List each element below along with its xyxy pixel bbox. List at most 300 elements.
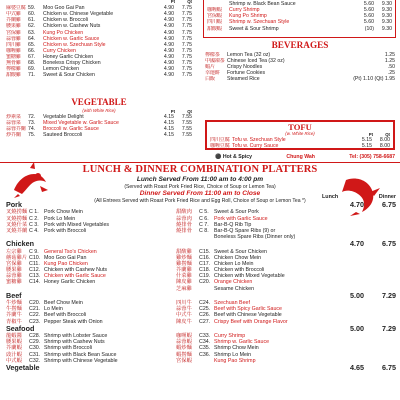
item-code: C33.: [199, 333, 211, 340]
chinese-name: 蒜蓉菜: [6, 119, 21, 126]
item-code: C30.: [29, 345, 41, 352]
chinese-name: 雞撈麵: [176, 260, 192, 267]
chinese-name: 炒芥蘭: [6, 132, 21, 139]
pint-price: 4.15: [163, 132, 174, 139]
chinese-name: 蒜蓉雞: [6, 273, 22, 280]
chinese-name: 叉燒撈麵: [6, 215, 28, 222]
pint-price: 4.90: [163, 60, 174, 67]
combo-section-header: [6, 240, 396, 248]
quart-price: 7.55: [181, 113, 192, 120]
quart-price: 7.75: [181, 29, 192, 36]
chinese-name: 牛炒麵: [6, 300, 22, 307]
chinese-name: 腰果雞: [6, 23, 21, 30]
quart-price: 9.30: [381, 19, 392, 26]
top-left-column-header: [158, 0, 192, 4]
quart-price: 9.30: [381, 1, 392, 7]
chinese-name: 麻婆豆腐: [6, 5, 26, 11]
pint-price: 4.90: [163, 23, 174, 30]
item-name: Chicken w. Broccoli: [43, 17, 88, 24]
item-name: Pork with Broccoli: [44, 227, 87, 234]
item-code: C 7.: [199, 221, 209, 228]
combo-column-right: [176, 249, 391, 292]
chinese-name: 宮保蝦: [207, 13, 222, 20]
quart-price: 7.75: [181, 54, 192, 60]
item-name: Fortune Cookies: [227, 70, 266, 77]
chinese-name: 蘑菇雞片: [6, 254, 28, 261]
item-name: Chicken with Mixed Vegetable: [214, 273, 285, 280]
item-code: 62.: [28, 23, 36, 30]
item-name: Shrimp Chow Mein: [214, 345, 259, 352]
item-name: Shrimp w. Garlic Sauce: [214, 339, 270, 346]
quart-price: 7.75: [181, 5, 192, 11]
qt-label: Qt: [385, 132, 390, 137]
item-name: Boneless Crispy Chicken: [43, 60, 101, 67]
chinese-name: 炒素菜: [6, 113, 21, 120]
quart-price: 9.30: [381, 13, 392, 20]
chinese-name: 中式牛: [176, 312, 192, 319]
chinese-name: 叉燒芥蘭: [6, 227, 28, 234]
item-code: C 4.: [29, 227, 39, 234]
pint-price: 4.90: [163, 72, 174, 79]
combo-column-right: [176, 333, 391, 364]
pint-price: 4.90: [163, 41, 174, 48]
chinese-name: 牛撈麵: [6, 306, 22, 313]
vegetable-panel: [6, 97, 192, 138]
item-name: Crispy Noodles: [227, 64, 263, 71]
item-name: Boneless Spare Ribs (Dinner only): [214, 234, 296, 241]
menu-item: [207, 26, 392, 32]
chinese-name: 芥蘭雞: [6, 17, 21, 24]
qt-label: Qt: [187, 0, 192, 4]
quart-price: 9.30: [381, 7, 392, 14]
chinese-name: 龍蝦醬: [6, 333, 22, 340]
item-name: Shrimp with Broccoli: [44, 345, 92, 352]
chinese-name: 白飯: [205, 76, 215, 83]
quart-price: 8.00: [379, 143, 390, 150]
item-code: 75.: [28, 132, 36, 139]
section-name: Beef: [6, 290, 22, 300]
lunch-line: Lunch Served From 11:00 am to 4:00 pm: [136, 176, 264, 184]
section-name: Vegetable: [6, 362, 40, 372]
item-code: [199, 234, 214, 240]
pint-price: .25: [387, 70, 395, 77]
chinese-name: 叉燒捞麵: [6, 209, 28, 216]
combo-section-header: [6, 364, 396, 372]
menu-item: [210, 143, 390, 149]
quart-price: 8.00: [379, 137, 390, 144]
item-name: Sesame Chicken: [214, 285, 255, 292]
pint-price: 5.15: [361, 143, 372, 150]
item-name: Curry Shrimp: [229, 7, 260, 14]
menu-item: [6, 132, 192, 138]
menu-item: [205, 76, 395, 82]
item-code: C11.: [29, 260, 40, 267]
combo-item: [6, 279, 176, 285]
item-code: C24.: [199, 300, 211, 307]
item-name: Pork Chow Mein: [44, 209, 83, 216]
item-name: Beef with Chinese Vegetable: [214, 312, 282, 319]
item-name: Shrimp with Black Bean Sauce: [44, 351, 117, 358]
item-name: Chicken w. Garlic Sauce: [43, 35, 100, 42]
item-code: C34.: [199, 339, 211, 346]
pt-label: Pt: [170, 0, 175, 4]
combo-items: [6, 333, 396, 364]
item-name: Beef Chow Mein: [44, 300, 83, 307]
item-code: C10.: [29, 254, 41, 261]
item-code: 68.: [28, 60, 36, 67]
item-code: 63.: [28, 29, 36, 36]
item-name: Beef with Broccoli: [44, 312, 87, 319]
combo-column-left: [6, 209, 176, 240]
quart-price: 7.75: [181, 41, 192, 48]
dinner-price: 6.75: [382, 200, 396, 209]
item-code: C17.: [199, 260, 211, 267]
item-name: Bar-B-Q Rib Tip: [214, 221, 252, 228]
item-name: Honey Garlic Chicken: [44, 279, 96, 286]
item-name: Shrimp with Cashew Nuts: [44, 339, 105, 346]
chinese-name: 蜜糖雞: [6, 54, 21, 60]
item-name: Moo Goo Gai Pan: [43, 5, 85, 11]
item-code: C19.: [199, 273, 211, 280]
tofu-title: TOFU: [288, 122, 312, 132]
item-name: Shrimp Lo Mein: [214, 351, 252, 358]
item-name: Lemon Tea (32 oz): [227, 51, 271, 58]
section-prices: [350, 292, 396, 300]
pint-price: 1.25: [384, 57, 395, 64]
item-name: Pepper Steak with Onion: [44, 318, 103, 325]
quart-price: 7.55: [181, 132, 192, 139]
pint-price: 1.25: [384, 51, 395, 58]
chinese-name: 無骨雞: [6, 60, 21, 67]
combo-section-header: [6, 325, 396, 333]
item-name: Bar-B-Q Spare Ribs (9) or: [214, 227, 276, 234]
chinese-name: 芝麻雞: [176, 285, 192, 292]
hot-spicy-legend: ⚫ Hot & Spicy: [215, 154, 253, 160]
chinese-name: 左宗雞: [6, 248, 22, 255]
quart-price: 7.75: [181, 72, 192, 79]
chinese-name: 燒排骨: [176, 221, 192, 228]
item-name: Sweet & Sour Shrimp: [229, 25, 279, 32]
item-name: Moo Goo Gai Pan: [44, 254, 87, 261]
item-name: Tofu w. Szechuan Style: [232, 137, 286, 144]
combo-title: LUNCH & DINNER COMBINATION PLATTERS: [82, 164, 318, 175]
item-name: Crispy Beef with Orange Flavor: [214, 318, 288, 325]
dinner-price: 7.29: [382, 323, 396, 333]
item-name: Chicken with Cashew Nuts: [44, 267, 107, 274]
item-name: Pork Lo Mein: [44, 215, 76, 222]
chinese-name: 叉燒什菜: [6, 221, 28, 228]
item-name: Chicken Lo Mein: [214, 260, 254, 267]
item-code: 74.: [28, 126, 36, 133]
section-prices: [350, 240, 396, 248]
item-name: Honey Garlic Chicken: [43, 54, 94, 60]
chinese-name: 宮保雞: [6, 29, 21, 36]
item-code: C28.: [29, 333, 41, 340]
item-code: 67.: [28, 54, 36, 60]
section-prices: [350, 201, 396, 209]
qt-label: Qt: [187, 108, 192, 114]
chinese-name: 檸檬雞: [6, 66, 21, 73]
item-name: Kung Po Shrimp: [229, 13, 267, 20]
chinese-name: 陳皮雞: [176, 279, 192, 286]
chinese-name: 芥蘭雞: [176, 267, 192, 274]
dinner-price: 6.75: [382, 239, 396, 249]
pint-price: 5.60: [363, 1, 374, 7]
top-left-list: [6, 5, 192, 79]
top-right-list: [207, 1, 392, 32]
menu-item: [6, 72, 192, 78]
item-name: Chicken with Broccoli: [214, 267, 265, 274]
vegetable-note: (with White Rice): [82, 107, 116, 113]
pint-price: 5.60: [363, 7, 374, 14]
item-code: 71.: [28, 72, 36, 79]
chinese-name: 蜜糖雞: [6, 279, 22, 286]
chinese-name: 檸檬茶: [205, 51, 220, 58]
combo-item: [6, 228, 176, 234]
item-code: 73.: [28, 119, 36, 126]
item-code: C32.: [29, 357, 41, 364]
section-prices: [350, 325, 396, 333]
item-name: Beef with Spicy Garlic Sauce: [214, 306, 283, 313]
section-name: Chicken: [6, 239, 34, 249]
section-name: Seafood: [6, 323, 35, 333]
quart-price: 7.75: [181, 35, 192, 42]
item-name: Chicken w. Chinese Vegetable: [43, 11, 114, 18]
chinese-name: 燒排骨: [176, 227, 192, 234]
item-name: Shrimp w. Black Bean Sauce: [229, 1, 296, 7]
item-name: Curry Chicken: [43, 47, 76, 54]
item-name: Sauteed Broccoli: [43, 132, 83, 139]
pint-price: (10): [364, 25, 374, 32]
lunch-price: 5.00: [350, 323, 364, 333]
item-code: C 5.: [199, 209, 209, 216]
item-name: Pork with Mixed Vegetables: [44, 221, 110, 228]
combo-column-left: [6, 249, 176, 292]
chinese-name: 蝦炒麵: [176, 345, 192, 352]
chinese-name: 咖喱蝦: [176, 333, 192, 340]
pt-label: Pt: [170, 108, 175, 114]
chinese-name: 宮保雞: [6, 260, 22, 267]
chinese-name: [176, 234, 199, 240]
item-name: Orange Chicken: [214, 279, 253, 286]
item-name: Chicken w. Szechuan Style: [43, 41, 106, 48]
pint-price: 4.15: [163, 113, 174, 120]
item-code: [199, 358, 214, 364]
item-code: 66.: [28, 47, 36, 54]
item-name: Shrimp with Lobster Sauce: [44, 333, 108, 340]
telephone: Tel: (305) 758-6687: [349, 154, 395, 160]
pint-price: 5.60: [363, 19, 374, 26]
pint-price: 4.90: [163, 17, 174, 24]
beverages-panel: [205, 40, 395, 82]
item-name: Kung Pao Shrimp: [214, 357, 256, 364]
item-code: C12.: [29, 267, 41, 274]
combo-column-right: [176, 209, 391, 240]
restaurant-name: Chung Wah: [286, 154, 315, 160]
quart-price: 7.75: [181, 11, 192, 18]
combo-column-right: [176, 300, 391, 325]
chili-icon: ⚫: [215, 154, 222, 160]
item-code: C23.: [29, 318, 41, 325]
item-code: C16.: [199, 254, 211, 261]
chinese-name: 蒜蓉芥蘭: [6, 126, 26, 133]
top-left-panel: [6, 0, 192, 79]
item-code: 64.: [28, 35, 36, 42]
item-code: 59.: [28, 5, 36, 11]
chinese-name: 甜酸蝦: [207, 25, 222, 32]
beverages-list: [205, 52, 395, 83]
chinese-name: 甜酸雞: [6, 72, 21, 79]
quart-price: 7.75: [181, 47, 192, 54]
chinese-name: 咖喱蝦: [207, 7, 222, 14]
tofu-note: (w. White Rice): [285, 130, 315, 136]
item-name: Tofu w. Curry Sauce: [232, 143, 279, 150]
section-prices: [350, 364, 396, 372]
vegetable-title: VEGETABLE: [71, 97, 127, 107]
item-code: C27.: [199, 318, 211, 325]
combo-column-left: [6, 300, 176, 325]
quart-price: 7.75: [181, 60, 192, 67]
item-name: Chicken Chow Mein: [214, 254, 262, 261]
lunch-price: 4.70: [350, 239, 364, 249]
chinese-name: 四川蝦: [207, 19, 222, 26]
dinner-column-label: Dinner: [378, 194, 396, 200]
item-name: Shrimp w. Szechuan Style: [229, 19, 290, 26]
chinese-name: 宮保蝦: [176, 357, 192, 364]
pt-label: Pt: [368, 132, 373, 137]
item-code: 65.: [28, 41, 36, 48]
lunch-price: 5.00: [350, 290, 364, 300]
item-name: Curry Shrimp: [214, 333, 246, 340]
item-code: C35.: [199, 345, 211, 352]
info-strip: [215, 154, 395, 160]
combo-section-header: [6, 201, 396, 209]
quart-price: 7.75: [181, 23, 192, 30]
quart-price: 9.30: [381, 25, 392, 32]
tofu-list: [210, 137, 390, 149]
item-code: C36.: [199, 351, 211, 358]
lunch-price: 4.65: [350, 362, 364, 372]
pint-price: 4.90: [163, 5, 174, 11]
item-name: Kung Pao Chicken: [44, 260, 88, 267]
pint-price: 4.90: [163, 47, 174, 54]
chinese-name: 芥蘭牛: [6, 312, 22, 319]
item-code: C20.: [199, 279, 211, 286]
section-name: Pork: [6, 200, 22, 209]
combo-section-header: [6, 292, 396, 300]
chinese-name: 蝦撈麵: [176, 351, 192, 358]
combo-list: [6, 201, 396, 372]
item-name: Sweet & Sour Chicken: [43, 72, 95, 79]
item-name: Kung Po Chicken: [43, 29, 84, 36]
item-name: Sweet & Sour Chicken: [214, 248, 267, 255]
quart-price: 7.75: [181, 66, 192, 73]
pint-price: 4.15: [163, 126, 174, 133]
chinese-name: 中式蝦: [6, 357, 22, 364]
item-name: Shrimp with Chinese Vegetable: [44, 357, 118, 364]
chinese-name: 咖喱豆腐: [210, 143, 230, 150]
item-code: 69.: [28, 66, 36, 73]
item-code: C21.: [29, 306, 41, 313]
item-name: Szechuan Beef: [214, 300, 250, 307]
pint-price: 4.90: [163, 35, 174, 42]
chinese-name: 甜酸肉: [176, 209, 192, 216]
divider: [0, 162, 400, 163]
item-code: 72.: [28, 113, 36, 120]
chinese-name: 什菜雞: [176, 273, 192, 280]
item-name: Chinese Iced Tea (32 oz): [227, 57, 285, 64]
chinese-name: 芥蘭蝦: [6, 345, 22, 352]
item-name: Lo Mein: [44, 306, 63, 313]
item-code: C31.: [29, 351, 41, 358]
chinese-name: 四川牛: [176, 300, 192, 307]
lunch-column-label: Lunch: [322, 194, 339, 200]
chinese-name: 豉汁蝦: [6, 351, 22, 358]
chinese-name: 中式雞: [6, 11, 21, 18]
chinese-name: 青椒牛: [6, 318, 22, 325]
dinner-note: (All Entrees Served with Roast Pork Fried Rice and Egg Roll, Choice of Soup or Lemon Tea *): [94, 197, 306, 204]
pint-price: 4.90: [163, 54, 174, 60]
item-code: C20.: [29, 300, 41, 307]
item-name: Chicken w. Cashew Nuts: [43, 23, 101, 30]
pint-price: 4.90: [163, 29, 174, 36]
item-code: 61.: [28, 17, 36, 24]
tofu-box: [205, 120, 395, 150]
combo-items: [6, 249, 396, 292]
dragon-left-icon: [8, 160, 52, 200]
pint-price: 4.15: [163, 119, 174, 126]
combo-items: [6, 300, 396, 325]
item-name: Mixed Vegetable w. Garlic Sauce: [43, 119, 119, 126]
item-code: C14.: [29, 279, 41, 286]
pint-price: 4.90: [163, 66, 174, 73]
combo-column-left: [6, 333, 176, 364]
item-name: General Tso's Chicken: [44, 248, 97, 255]
item-code: C26.: [199, 312, 211, 319]
item-code: C 6.: [199, 215, 209, 222]
chinese-name: 蝦片: [205, 64, 215, 71]
top-right-box: [203, 0, 396, 38]
quart-price: 7.55: [181, 119, 192, 126]
chinese-name: 腰果雞: [6, 267, 22, 274]
chinese-name: 四川雞: [6, 41, 21, 48]
item-code: C13.: [29, 273, 41, 280]
lunch-price: 4.70: [350, 200, 364, 209]
chinese-name: 蒜蓉蝦: [176, 339, 192, 346]
item-code: C 2.: [29, 215, 39, 222]
item-code: [199, 286, 214, 292]
item-code: C 9.: [29, 248, 39, 255]
quart-price: 7.75: [181, 17, 192, 24]
item-code: C 3.: [29, 221, 39, 228]
chinese-name: 陳皮牛: [176, 318, 192, 325]
item-code: C25.: [199, 306, 211, 313]
lunch-note: (Served with Roast Pork Fried Rice, Choice of Soup or Lemon Tea): [124, 184, 276, 191]
pint-price: 5.15: [361, 137, 372, 144]
item-name: Lemon Chicken: [43, 66, 80, 73]
dinner-price: 7.29: [382, 290, 396, 300]
chinese-name: 蒜蓉肉: [176, 215, 192, 222]
item-code: C22.: [29, 312, 41, 319]
chinese-name: 幸運餅: [205, 70, 220, 77]
pint-price: 5.60: [363, 13, 374, 20]
vegetable-list: [6, 114, 192, 139]
chinese-name: 甜酸雞: [176, 248, 192, 255]
item-name: Sweet & Sour Pork: [214, 209, 259, 216]
item-name: Pork with Garlic Sauce: [214, 215, 268, 222]
combo-items: [6, 209, 396, 240]
item-code: 60.: [28, 11, 36, 18]
